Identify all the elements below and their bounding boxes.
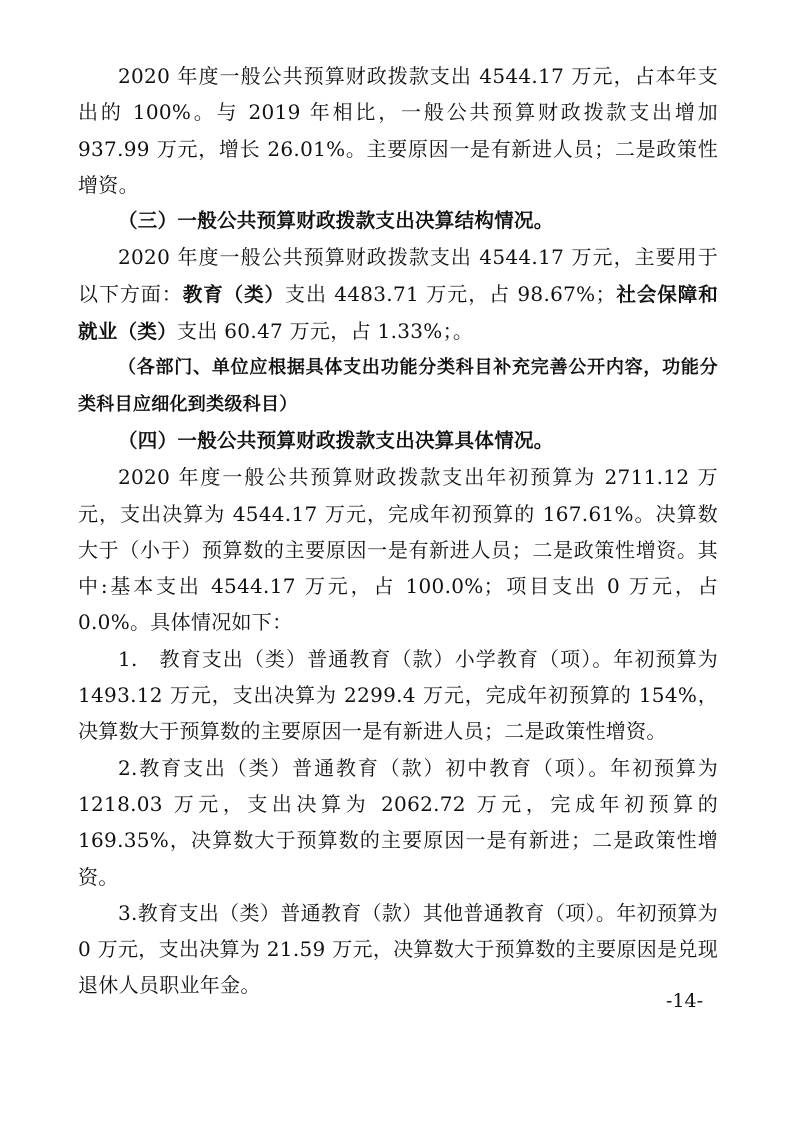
section-heading-3: （三）一般公共预算财政拨款支出决算结构情况。 [118,209,554,233]
list-item-junior-education: 2.教育支出（类）普通教育（款）初中教育（项）。年初预算为1218.03 万元，支出决算为 2062.72 万元，完成年初预算的 169.35%，决算数大于预算数的主要原因一是有新进；二是政策性增资。 [78,755,718,889]
paragraph-expenditure-structure [78,239,718,350]
instruction-note: （各部门、单位应根据具体支出功能分类科目补充完善公开内容，功能分类科目应细化到类级科目） [78,357,718,415]
document-body [78,58,718,1004]
para2-end: 支出 60.47 万元，占 1.33%；。 [177,319,474,344]
list-item-other-education: 3.教育支出（类）普通教育（款）其他普通教育（项）。年初预算为 0 万元，支出决算为 21.59 万元，决算数大于预算数的主要原因是兑现退休人员职业年金。 [78,900,718,998]
paragraph-expenditure-detail: 2020 年度一般公共预算财政拨款支出年初预算为 2711.12 万元，支出决算为 4544.17 万元，完成年初预算的 167.61%。决算数大于（小于）预算数的主要原因一是有新进人员；二是政策性增资。其中:基本支出 4544.17 万元，占 100.0%；项目支出 0 万元，占 0.0%。具体情况如下： [78,465,718,635]
para2-mid: 支出 4483.71 万元，占 98.67%； [285,281,616,306]
page-number: -14- [665,990,703,1012]
edu-category-label: 教育（类） [182,282,285,306]
paragraph-expenditure-overview: 2020 年度一般公共预算财政拨款支出 4544.17 万元，占本年支出的 100%。与 2019 年相比，一般公共预算财政拨款支出增加 937.99 万元，增长 26.01%。主要原因一是有新进人员；二是政策性增资。 [78,64,718,197]
para2-start: 2020 年度一般公共预算财政拨款支出 4544.17 万元，主要用于以下方面： [78,245,718,306]
social-category-label: 社会保障和就业（类） [78,282,719,344]
section-heading-4: （四）一般公共预算财政拨款支出决算具体情况。 [118,428,554,452]
list-item-primary-education: 1. 教育支出（类）普通教育（款）小学教育（项）。年初预算为 1493.12 万元，支出决算为 2299.4 万元，完成年初预算的 154%，决算数大于预算数的主要原因一是有新进人员；二是政策性增资。 [78,646,718,744]
